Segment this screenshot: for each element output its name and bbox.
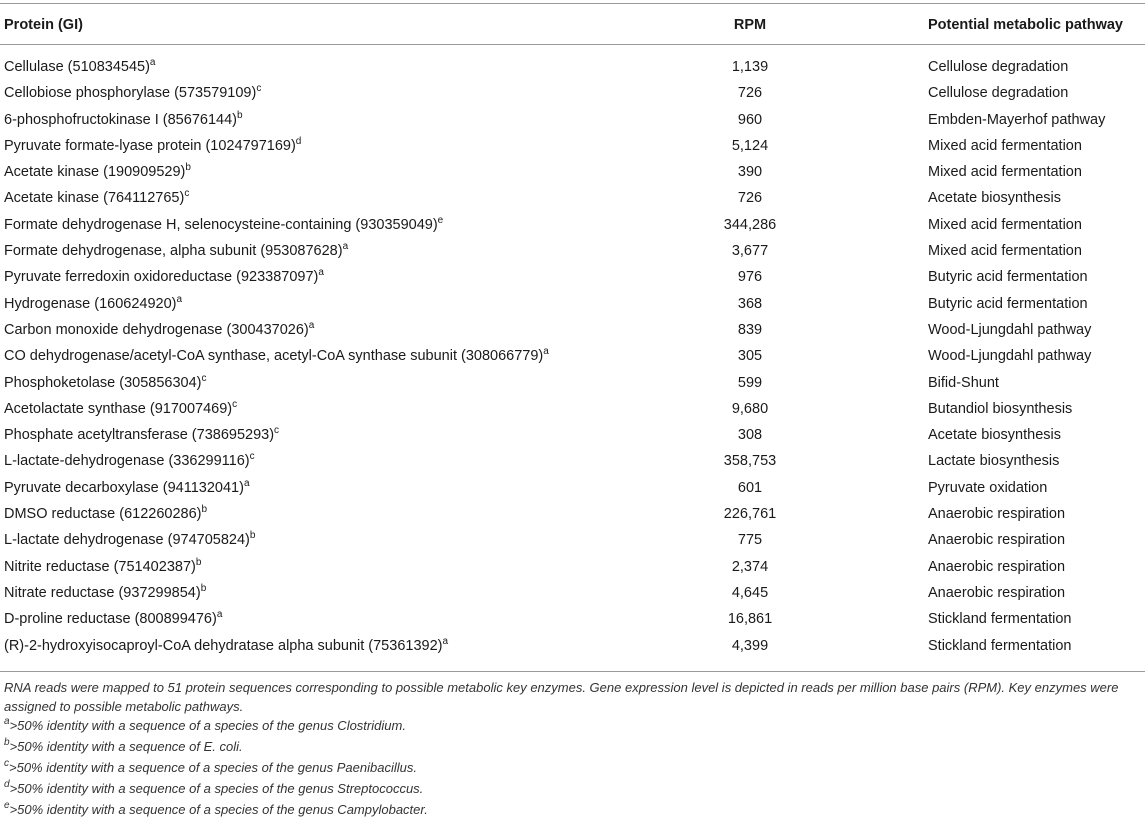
cell-pathway: Wood-Ljungdahl pathway (928, 321, 1092, 338)
protein-name: Acetate kinase (190909529) (4, 164, 186, 181)
cell-rpm: 960 (737, 111, 763, 128)
table-row (0, 528, 1145, 554)
cell-rpm: 4,645 (731, 584, 769, 601)
cell-protein (4, 372, 207, 391)
cell-pathway: Anaerobic respiration (928, 584, 1066, 601)
table-row (0, 239, 1145, 265)
cell-pathway: Mixed acid fermentation (928, 216, 1082, 233)
cell-protein (4, 164, 191, 180)
table-caption: RNA reads were mapped to 51 protein sequences corresponding to possible metabolic key enzymes. Gene expression level is depicted in reads per million base pairs (RPM). Key enzymes were assigned to possible metabolic pathways. (4, 680, 1119, 714)
cell-pathway: Wood-Ljungdahl pathway (928, 348, 1092, 365)
protein-name: Formate dehydrogenase H, selenocysteine-containing (930359049) (4, 216, 438, 233)
table-row (0, 292, 1145, 318)
footnote-marker: b (200, 582, 207, 594)
footnote-marker: c (274, 425, 280, 437)
table-row (0, 502, 1145, 528)
protein-name: D-proline reductase (800899476) (4, 611, 217, 628)
footnote-marker: c (232, 398, 238, 410)
footnote (4, 737, 1139, 758)
footnote (4, 800, 1139, 821)
footnote-marker: a (216, 609, 223, 621)
header-pathway: Potential metabolic pathway (928, 17, 1123, 33)
table-row (0, 423, 1145, 449)
cell-protein (4, 135, 302, 154)
cell-rpm: 305 (737, 348, 763, 365)
cell-protein (4, 214, 444, 233)
cell-protein (4, 59, 155, 75)
cell-protein (4, 398, 238, 417)
table-row (0, 371, 1145, 397)
footnote-text: >50% identity with a sequence of E. coli. (9, 739, 243, 754)
cell-rpm: 839 (737, 321, 763, 338)
protein-name: Cellobiose phosphorylase (573579109) (4, 85, 257, 102)
cell-pathway: Mixed acid fermentation (928, 137, 1082, 154)
protein-name: Carbon monoxide dehydrogenase (300437026) (4, 321, 309, 338)
protein-name: 6-phosphofructokinase I (85676144) (4, 111, 237, 128)
protein-name: Pyruvate formate-lyase protein (1024797169) (4, 137, 296, 154)
cell-rpm: 726 (737, 190, 763, 207)
bottom-rule (0, 671, 1145, 672)
footnote-marker: a (442, 635, 449, 647)
protein-name: Formate dehydrogenase, alpha subunit (953087628) (4, 243, 343, 260)
cell-protein (4, 319, 315, 338)
cell-protein (4, 611, 222, 627)
cell-protein (4, 109, 243, 128)
cell-pathway: Lactate biosynthesis (928, 453, 1060, 470)
cell-pathway: Bifid-Shunt (928, 374, 999, 391)
protein-name: L-lactate-dehydrogenase (336299116) (4, 453, 250, 470)
protein-name: DMSO reductase (612260286) (4, 506, 202, 523)
protein-name: Nitrate reductase (937299854) (4, 584, 201, 601)
cell-protein (4, 427, 279, 443)
cell-pathway: Embden-Mayerhof pathway (928, 111, 1106, 128)
cell-rpm: 344,286 (723, 216, 777, 233)
table-row (0, 186, 1145, 212)
table-row (0, 318, 1145, 344)
protein-name: Cellulase (510834545) (4, 59, 150, 75)
cell-protein (4, 532, 255, 548)
cell-protein (4, 506, 207, 522)
footnote-text: >50% identity with a sequence of a species of the genus Clostridium. (9, 718, 406, 733)
protein-name: Acetate kinase (764112765) (4, 190, 185, 207)
header-rule (0, 44, 1145, 45)
cell-pathway: Cellulose degradation (928, 85, 1069, 102)
table-header (0, 3, 1145, 44)
cell-rpm: 1,139 (731, 59, 769, 75)
table-row (0, 108, 1145, 134)
footnote (4, 716, 1139, 737)
cell-protein (4, 85, 261, 101)
cell-pathway: Mixed acid fermentation (928, 164, 1082, 181)
footnote-marker: b (4, 737, 10, 748)
footnote-text: >50% identity with a sequence of a species of the genus Streptococcus. (9, 781, 424, 796)
protein-name: Hydrogenase (160624920) (4, 295, 177, 312)
table-row (0, 555, 1145, 581)
table-row (0, 634, 1145, 660)
footnote-marker: b (236, 109, 243, 121)
footnote-marker: b (195, 556, 202, 568)
cell-pathway: Pyruvate oxidation (928, 479, 1048, 496)
table-row (0, 134, 1145, 160)
cell-rpm: 3,677 (731, 243, 769, 260)
protein-name: Nitrite reductase (751402387) (4, 558, 196, 575)
cell-rpm: 16,861 (727, 611, 773, 628)
cell-protein (4, 190, 189, 206)
footnote-marker: a (342, 241, 349, 253)
cell-rpm: 601 (737, 479, 763, 496)
protein-name: Pyruvate ferredoxin oxidoreductase (923387097) (4, 269, 319, 286)
cell-pathway: Acetate biosynthesis (928, 427, 1061, 444)
cell-rpm: 358,753 (723, 453, 777, 470)
cell-rpm: 4,399 (731, 637, 769, 654)
cell-rpm: 976 (737, 269, 763, 286)
cell-pathway: Butyric acid fermentation (928, 295, 1088, 312)
footnote-marker: a (176, 293, 183, 305)
cell-pathway: Cellulose degradation (928, 59, 1069, 75)
table-row (0, 55, 1145, 81)
cell-pathway: Anaerobic respiration (928, 506, 1066, 523)
footnote-marker: c (184, 188, 190, 200)
cell-rpm: 308 (737, 427, 763, 444)
table-row (0, 213, 1145, 239)
protein-name: Pyruvate decarboxylase (941132041) (4, 479, 244, 496)
table-row (0, 397, 1145, 423)
cell-rpm: 2,374 (731, 558, 769, 575)
cell-rpm: 390 (737, 164, 763, 181)
footnote-marker: d (4, 779, 10, 790)
cell-pathway: Mixed acid fermentation (928, 243, 1082, 260)
cell-pathway: Stickland fermentation (928, 637, 1072, 654)
footnote-text: >50% identity with a sequence of a species of the genus Campylobacter. (9, 802, 428, 817)
footnote-marker: c (4, 758, 9, 769)
table-row (0, 344, 1145, 370)
table-row (0, 160, 1145, 186)
footnote-marker: c (249, 451, 255, 463)
protein-name: L-lactate dehydrogenase (974705824) (4, 532, 250, 549)
table-notes (4, 678, 1139, 821)
footnote-marker: e (4, 800, 10, 811)
footnote (4, 758, 1139, 779)
cell-protein (4, 293, 183, 312)
protein-name: (R)-2-hydroxyisocaproyl-CoA dehydratase alpha subunit (75361392) (4, 637, 443, 654)
footnote-marker: b (185, 162, 191, 174)
cell-protein (4, 243, 348, 259)
header-rpm: RPM (733, 17, 767, 33)
cell-rpm: 226,761 (723, 506, 777, 523)
table-row (0, 81, 1145, 107)
cell-protein (4, 556, 202, 575)
footnote (4, 779, 1139, 800)
table-row (0, 607, 1145, 633)
footnote-marker: a (543, 346, 549, 358)
footnote-marker: c (201, 372, 207, 384)
footnote-marker: a (149, 57, 156, 68)
footnote-text: >50% identity with a sequence of a species of the genus Paenibacillus. (9, 760, 417, 775)
footnote-marker: a (318, 267, 324, 279)
table-row (0, 449, 1145, 475)
header-protein: Protein (GI) (4, 17, 83, 33)
cell-protein (4, 635, 449, 654)
cell-rpm: 9,680 (731, 400, 769, 417)
cell-pathway: Butyric acid fermentation (928, 269, 1088, 286)
cell-pathway: Anaerobic respiration (928, 532, 1066, 549)
footnote-marker: b (201, 504, 208, 516)
footnote-marker: a (243, 477, 250, 489)
cell-pathway: Butandiol biosynthesis (928, 400, 1073, 417)
cell-pathway: Acetate biosynthesis (928, 190, 1061, 207)
footnote-marker: d (295, 135, 302, 147)
protein-name: Phosphoketolase (305856304) (4, 374, 202, 391)
footnote-marker: a (4, 716, 10, 727)
cell-rpm: 599 (737, 374, 763, 391)
table-body (0, 55, 1145, 660)
footnote-marker: c (256, 83, 262, 95)
protein-name: CO dehydrogenase/acetyl-CoA synthase, acetyl-CoA synthase subunit (308066779) (4, 348, 544, 365)
cell-rpm: 368 (737, 295, 763, 312)
cell-protein (4, 269, 324, 285)
cell-protein (4, 348, 549, 364)
cell-pathway: Stickland fermentation (928, 611, 1072, 628)
footnote-marker: b (249, 530, 256, 542)
footnote-marker: e (437, 214, 444, 226)
protein-name: Acetolactate synthase (917007469) (4, 400, 233, 417)
cell-rpm: 5,124 (731, 137, 769, 154)
cell-rpm: 775 (737, 532, 763, 549)
table-row (0, 265, 1145, 291)
cell-protein (4, 453, 255, 469)
protein-name: Phosphate acetyltransferase (738695293) (4, 427, 275, 444)
cell-protein (4, 582, 207, 601)
cell-protein (4, 477, 250, 496)
cell-pathway: Anaerobic respiration (928, 558, 1066, 575)
footnote-list (4, 716, 1139, 821)
footnote-marker: a (308, 319, 315, 331)
table-row (0, 581, 1145, 607)
table-row (0, 476, 1145, 502)
cell-rpm: 726 (737, 85, 763, 102)
